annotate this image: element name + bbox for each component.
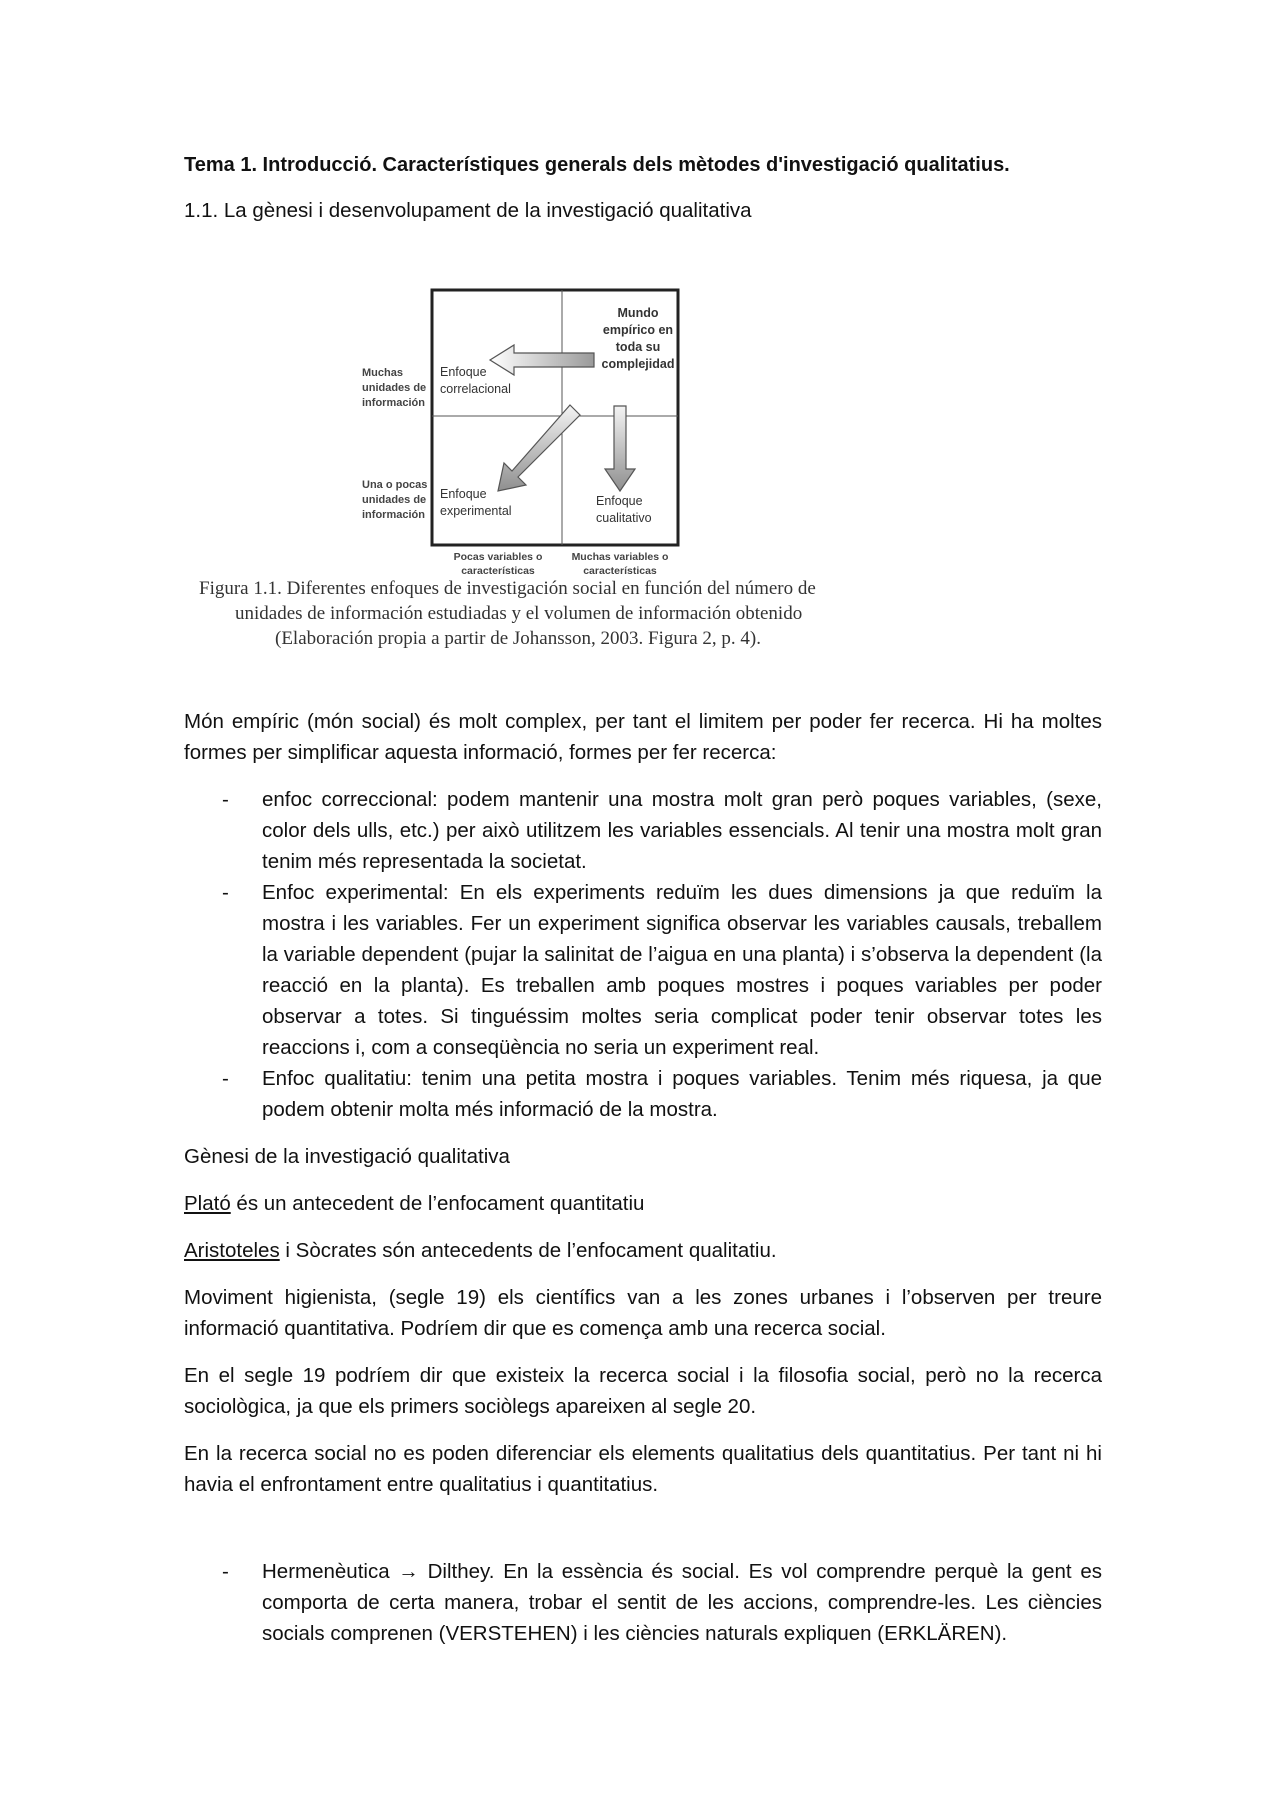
document-page xyxy=(184,150,1102,1665)
aristotle-name: Aristoteles xyxy=(184,1239,280,1262)
list-item: - Hermenèutica → Dilthey. En la essència és social. Es vol comprendre perquè la gent es comporta de certa manera, trobar el sentit de les accions, comprendre-les. Les ciències socials comprenen (VERSTEHEN) i les ciències naturals expliquen (ERKLÄREN). xyxy=(184,1556,1102,1649)
plato-text: és un antecedent de l’enfocament quantitatiu xyxy=(230,1192,645,1215)
aristotle-paragraph xyxy=(184,1235,1102,1266)
paragraph-segle-19: En el segle 19 podríem dir que existeix la recerca social i la filosofia social, però no la recerca sociològica, ja que els primers sociòlegs apareixen al segle 20. xyxy=(184,1364,1102,1418)
left-label-top-3: información xyxy=(362,397,425,409)
hermeneutica-list xyxy=(184,1556,1102,1649)
list-item: - enfoc correccional: podem mantenir una mostra molt gran però poques variables, (sexe, color dels ulls, etc.) per això utilitzem les variables essencials. Al tenir una mostra molt gran tenim més representada la societat. xyxy=(184,784,1102,877)
quadrant-top-left-1: Enfoque xyxy=(440,365,487,379)
figure-1-1 xyxy=(184,226,1102,706)
list-item: - Enfoc experimental: En els experiments reduïm les dues dimensions ja que reduïm la mostra i les variables. Fer un experiment significa observar les variables causals, treballem la variable dependent (pujar la salinitat de l’aigua en una planta) i s’observa la dependent (la reacció en la planta). Es treballen amb poques mostres i poques variables per poder observar a totes. Si tinguéssim moltes seria complicat poder tenir observar totes les reaccions i, com a conseqüència no seria un experiment real. xyxy=(184,877,1102,1063)
caption-line-2: unidades de información estudiadas y el volumen de información obtenido xyxy=(235,603,803,624)
left-label-bottom-1: Una o pocas xyxy=(362,479,428,491)
left-label-bottom-2: unidades de xyxy=(362,494,427,506)
caption-line-3: (Elaboración propia a partir de Johansson, 2003. Figura 2, p. 4). xyxy=(275,628,761,649)
section-heading: 1.1. La gènesi i desenvolupament de la investigació qualitativa xyxy=(184,199,752,222)
left-label-top-2: unidades de xyxy=(362,382,427,394)
approaches-list xyxy=(184,784,1102,1125)
quadrant-bottom-left-2: experimental xyxy=(440,504,512,518)
quadrant-bottom-right-1: Enfoque xyxy=(596,494,643,508)
aristotle-text: i Sòcrates són antecedents de l’enfocament qualitatiu. xyxy=(279,1239,777,1262)
quadrant-bottom-right-2: cualitativo xyxy=(596,511,652,525)
quadrant-top-right-3: toda su xyxy=(615,340,661,354)
bottom-label-left-2: características xyxy=(461,565,535,577)
quadrant-top-right-4: complejidad xyxy=(601,357,675,371)
plato-name: Plató xyxy=(184,1192,231,1215)
paragraph-recerca-social: En la recerca social no es poden diferenciar els elements qualitatius dels quantitatius. Per tant ni hi havia el enfrontament entre qualitatius i quantitatius. xyxy=(184,1442,1102,1496)
genesis-heading: Gènesi de la investigació qualitativa xyxy=(184,1145,510,1168)
bottom-label-left-1: Pocas variables o xyxy=(453,551,543,563)
paragraph-higienista: Moviment higienista, (segle 19) els científics van a les zones urbanes i l’observen per treure informació quantitativa. Podríem dir que es comença amb una recerca social. xyxy=(184,1286,1102,1340)
figure-caption xyxy=(199,576,919,651)
bottom-label-right-2: características xyxy=(583,565,657,577)
left-label-top-1: Muchas xyxy=(362,367,403,379)
bottom-label-right-1: Muchas variables o xyxy=(571,551,669,563)
quadrant-top-right-2: empírico en xyxy=(602,323,674,337)
left-label-bottom-3: información xyxy=(362,509,425,521)
caption-line-1: Figura 1.1. Diferentes enfoques de investigación social en función del número de xyxy=(199,578,816,599)
list-item: - Enfoc qualitatiu: tenim una petita mostra i poques variables. Tenim més riquesa, ja que podem obtenir molta més informació de la mostra. xyxy=(184,1063,1102,1125)
quadrant-top-left-2: correlacional xyxy=(440,382,511,396)
approaches-diagram xyxy=(184,226,1102,577)
document-title: Tema 1. Introducció. Característiques generals dels mètodes d'investigació qualitatius. xyxy=(184,154,1010,176)
intro-paragraph: Món empíric (món social) és molt complex, per tant el limitem per poder fer recerca. Hi ha moltes formes per simplificar aquesta informació, formes per fer recerca: xyxy=(184,710,1102,764)
quadrant-bottom-left-1: Enfoque xyxy=(440,487,487,501)
quadrant-top-right-1: Mundo xyxy=(617,306,659,320)
plato-paragraph xyxy=(184,1188,1102,1219)
